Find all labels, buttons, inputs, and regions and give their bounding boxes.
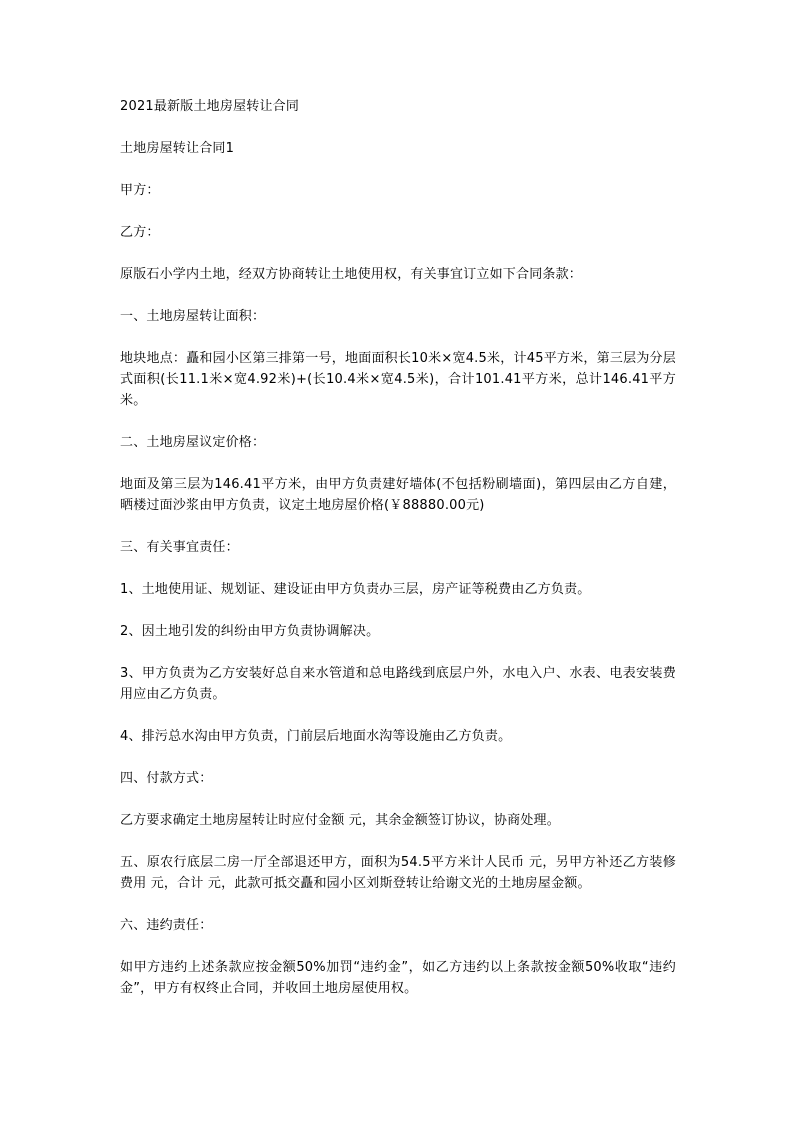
section-1-body: 地块地点：矗和园小区第三排第一号，地面面积长10米×宽4.5米，计45平方米，第三层为分层式面积(长11.1米×宽4.92米)+(长10.4米×宽4.5米)，合计101.41平方米，总计146.41平方米。 xyxy=(120,351,676,408)
section-6-body: 如甲方违约上述条款应按金额50%加罚“违约金”，如乙方违约以上条款按金额50%收取“违约金”，甲方有权终止合同，并收回土地房屋使用权。 xyxy=(120,960,676,996)
section-3-item-3: 3、甲方负责为乙方安装好总自来水管道和总电路线到底层户外，水电入户、水表、电表安装费用应由乙方负责。 xyxy=(120,666,676,702)
section-3-item-4: 4、排污总水沟由甲方负责，门前层后地面水沟等设施由乙方负责。 xyxy=(120,729,512,744)
section-2-heading: 二、土地房屋议定价格： xyxy=(120,435,266,450)
section-5-body: 五、原农行底层二房一厅全部退还甲方，面积为54.5平方米计人民币 元，另甲方补还乙方装修费用 元，合计 元，此款可抵交矗和园小区刘斯登转让给谢文光的土地房屋金额。 xyxy=(120,855,676,891)
section-2-body: 地面及第三层为146.41平方米，由甲方负责建好墙体(不包括粉刷墙面)，第四层由乙方自建，晒楼过面沙浆由甲方负责，议定土地房屋价格(￥88880.00元) xyxy=(120,477,676,513)
section-4-heading: 四、付款方式： xyxy=(120,771,213,786)
document-body xyxy=(120,96,676,999)
section-3-item-2: 2、因土地引发的纠纷由甲方负责协调解决。 xyxy=(120,624,380,639)
section-1-heading: 一、土地房屋转让面积： xyxy=(120,309,266,324)
section-6-heading: 六、违约责任： xyxy=(120,918,213,933)
section-3-heading: 三、有关事宜责任： xyxy=(120,540,239,555)
intro-paragraph: 原版石小学内土地，经双方协商转让土地使用权，有关事宜订立如下合同条款： xyxy=(120,267,583,282)
contract-subtitle: 土地房屋转让合同1 xyxy=(120,141,235,156)
party-b-line: 乙方： xyxy=(120,225,160,240)
section-4-body: 乙方要求确定土地房屋转让时应付金额 元，其余金额签订协议，协商处理。 xyxy=(120,813,560,828)
section-3-item-1: 1、土地使用证、规划证、建设证由甲方负责办三层，房产证等税费由乙方负责。 xyxy=(120,582,591,597)
party-a-line: 甲方： xyxy=(120,183,160,198)
document-title: 2021最新版土地房屋转让合同 xyxy=(120,99,300,114)
